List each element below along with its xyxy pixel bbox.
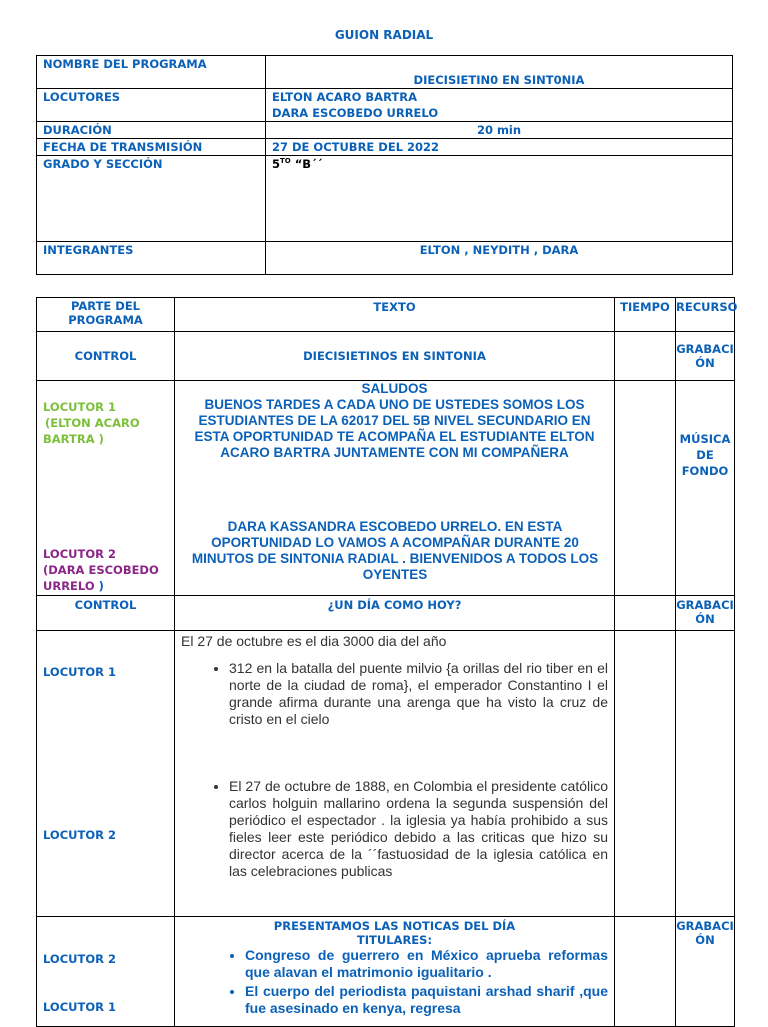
news-subheading: TITULARES: — [356, 933, 433, 947]
fact-item: • 312 en la batalla del puente milvio {a orillas del rio tiber en el norte de la ciudad de roma}, el emperador Constantino I el grande afirma durante una arenga que ha visto la cruz de cristo en el cielo — [229, 660, 608, 728]
row2-part — [37, 381, 175, 596]
row5-locutor-2: LOCUTOR 2 — [43, 952, 116, 966]
row1-part: CONTROL — [37, 332, 175, 381]
program-info-table — [36, 55, 733, 275]
row1-text: DIECISIETINOS EN SINTONIA — [175, 332, 615, 381]
duration-value: 20 min — [266, 122, 733, 139]
row5-part — [37, 917, 175, 1027]
info-row-program — [37, 56, 733, 89]
row1-time — [615, 332, 676, 381]
info-row-members — [37, 242, 733, 275]
greetings-heading: SALUDOS — [361, 381, 428, 396]
news-item: • El cuerpo del periodista paquistani arshad sharif ,que fue asesinado en kenya, regresa — [245, 983, 608, 1017]
row4-locutor-1: LOCUTOR 1 — [43, 665, 116, 679]
row4-text — [175, 631, 615, 917]
script-row-greetings — [37, 381, 735, 596]
row2-text — [175, 381, 615, 596]
date-label: FECHA DE TRANSMISIÓN — [37, 139, 266, 156]
news-list — [175, 947, 614, 1017]
row3-resource: GRABACI ÓN — [676, 596, 735, 631]
fact-item: • El 27 de octubre de 1888, en Colombia el presidente católico carlos holguin mallarino ordena la segunda suspensión del periódico el espectador . la iglesia ya había prohibido a sus fieles leer este periódico debido a las criticas que hizo su director acerca de la ´´fastuosidad de la iglesia católica en las celebraciones publicas — [229, 778, 608, 880]
header-text: TEXTO — [175, 298, 615, 332]
info-row-grade — [37, 156, 733, 242]
script-row-on-this-day — [37, 631, 735, 917]
greetings-text-1: BUENOS TARDES A CADA UNO DE USTEDES SOMOS LOS ESTUDIANTES DE LA 62017 DEL 5B NIVEL SECUNDARIO EN ESTA OPORTUNIDAD TE ACOMPAÑA EL ESTUDIANTE ELTON ACARO BARTRA JUNTAMENTE CON MI COMPAÑERA — [194, 397, 595, 460]
row3-part: CONTROL — [37, 596, 175, 631]
row5-time — [615, 917, 676, 1027]
on-this-day-intro: El 27 de octubre es el dia 3000 dia del año — [181, 633, 447, 649]
script-row-control-2 — [37, 596, 735, 631]
hosts-value — [266, 89, 733, 122]
row5-locutor-1: LOCUTOR 1 — [43, 1000, 116, 1014]
news-item: • Congreso de guerrero en México aprueba reformas que alavan el matrimonio igualitario . — [245, 947, 608, 981]
row1-resource: GRABACI ÓN — [676, 332, 735, 381]
radio-script-table — [36, 297, 738, 1027]
document-title: GUION RADIAL — [334, 28, 434, 42]
header-resource: RECURSO — [676, 298, 735, 332]
row3-text: ¿UN DÍA COMO HOY? — [175, 596, 615, 631]
info-row-date — [37, 139, 733, 156]
host-1: ELTON ACARO BARTRA — [272, 90, 418, 104]
row4-locutor-2: LOCUTOR 2 — [43, 828, 116, 842]
row2-time — [615, 381, 676, 596]
program-label: NOMBRE DEL PROGRAMA — [37, 56, 266, 89]
row3-time — [615, 596, 676, 631]
grade-label: GRADO Y SECCIÓN — [37, 156, 266, 242]
members-value: ELTON , NEYDITH , DARA — [266, 242, 733, 275]
host-2: DARA ESCOBEDO URRELO — [272, 106, 439, 120]
info-row-duration — [37, 122, 733, 139]
date-value: 27 DE OCTUBRE DEL 2022 — [266, 139, 733, 156]
info-row-hosts — [37, 89, 733, 122]
row4-resource — [676, 631, 735, 917]
locutor-2-dara: LOCUTOR 2 (DARA ESCOBEDO URRELO ) — [43, 547, 159, 593]
header-time: TIEMPO — [615, 298, 676, 332]
greetings-text-2: DARA KASSANDRA ESCOBEDO URRELO. EN ESTA OPORTUNIDAD LO VAMOS A ACOMPAÑAR DURANTE 20 MINUTOS DE SINTONIA RADIAL . BIENVENIDOS A TODOS LOS OYENTES — [191, 519, 599, 582]
header-part: PARTE DEL PROGRAMA — [37, 298, 175, 332]
row2-resource: MÚSICA DE FONDO — [676, 381, 735, 596]
script-row-news — [37, 917, 735, 1027]
on-this-day-facts — [181, 660, 608, 880]
script-row-control-1 — [37, 332, 735, 381]
news-heading: PRESENTAMOS LAS NOTICAS DEL DÍA — [273, 919, 516, 933]
grade-value: $5^{TO}$ “B´´ — [266, 156, 733, 242]
locutor-1-elton: LOCUTOR 1 (ELTON ACARO BARTRA ) — [43, 400, 140, 446]
program-value: DIECISIETIN0 EN SINT0NIA — [266, 56, 733, 89]
hosts-label: LOCUTORES — [37, 89, 266, 122]
members-label: INTEGRANTES — [37, 242, 266, 275]
row4-part — [37, 631, 175, 917]
row4-time — [615, 631, 676, 917]
duration-label: DURACIÓN — [37, 122, 266, 139]
row5-resource: GRABACI ÓN — [676, 917, 735, 1027]
script-header-row — [37, 298, 735, 332]
row5-text — [175, 917, 615, 1027]
